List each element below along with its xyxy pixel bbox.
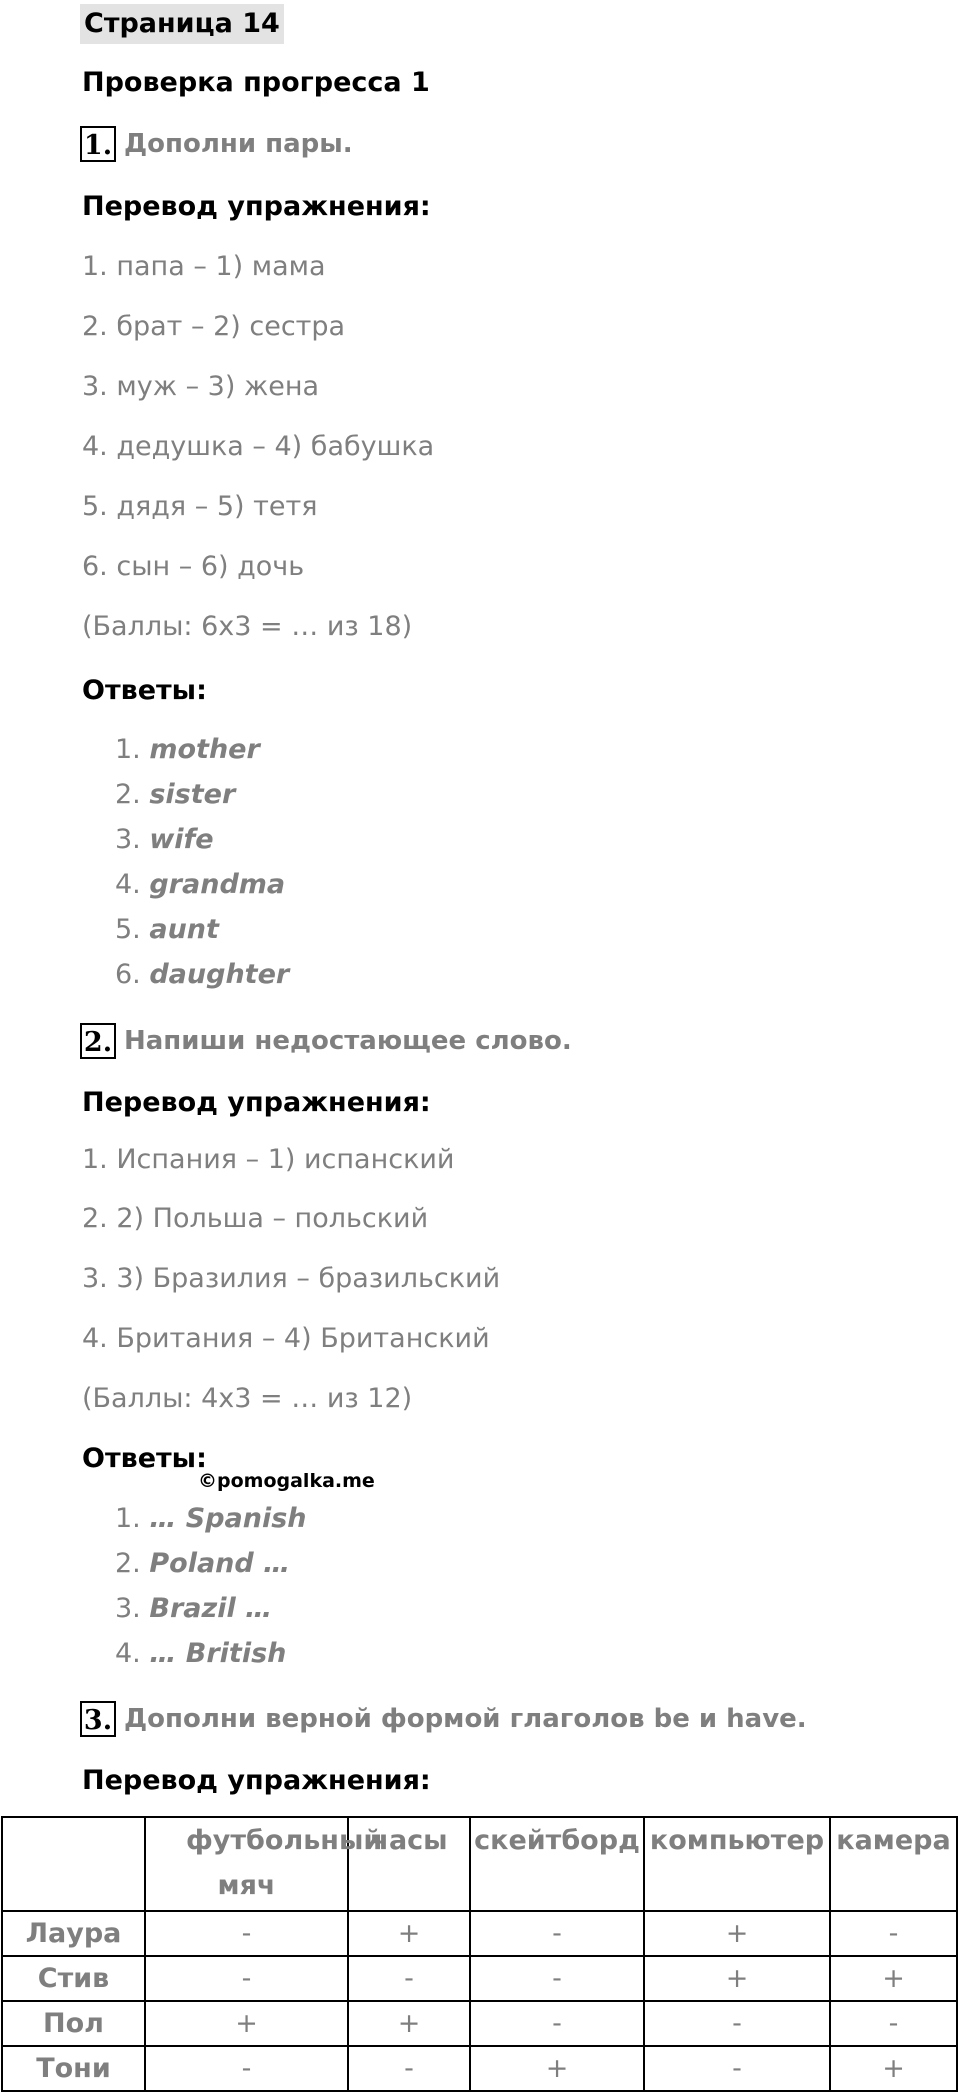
section-title: Проверка прогресса 1: [82, 67, 430, 98]
task-2-header: [80, 1021, 572, 1061]
answer-item: 6. daughter: [115, 959, 290, 990]
translation-line: 4. дедушка – 4) бабушка: [82, 431, 435, 462]
table-row: [2, 1911, 957, 1956]
table-header-cell: компьютер: [644, 1817, 830, 1911]
answer-item: 3. wife: [115, 824, 214, 855]
answer-item: 1. … Spanish: [115, 1503, 307, 1534]
table-cell: -: [145, 1911, 348, 1956]
table-cell: -: [470, 2001, 644, 2046]
table-cell: -: [470, 1911, 644, 1956]
row-name-cell: Тони: [2, 2046, 145, 2091]
table-cell: -: [348, 1956, 470, 2001]
table-header-cell: [2, 1817, 145, 1911]
table-cell: +: [145, 2001, 348, 2046]
answer-item: 4. grandma: [115, 869, 286, 900]
table-header-cell: скейтборд: [470, 1817, 644, 1911]
translation-line: 2. 2) Польша – польский: [82, 1203, 429, 1234]
answer-item: 2. Poland …: [115, 1548, 291, 1579]
table-header-row: [2, 1817, 957, 1911]
table-cell: +: [830, 1956, 957, 2001]
row-name-cell: Лаура: [2, 1911, 145, 1956]
table-cell: +: [348, 1911, 470, 1956]
table-cell: -: [470, 1956, 644, 2001]
translation-line: 5. дядя – 5) тетя: [82, 491, 318, 522]
answer-item: 3. Brazil …: [115, 1593, 273, 1624]
translation-line: 3. муж – 3) жена: [82, 371, 320, 402]
task-number: 2.: [80, 1023, 116, 1059]
score-line: (Баллы: 4х3 = … из 12): [82, 1383, 413, 1414]
task-title: Дополни верной формой глаголов be и have.: [124, 1704, 807, 1734]
task-title: Дополни пары.: [124, 129, 353, 159]
answer-item: 2. sister: [115, 779, 236, 810]
task-1-header: [80, 124, 353, 164]
table-cell: -: [644, 2046, 830, 2091]
table-cell: -: [348, 2046, 470, 2091]
table-cell: -: [145, 1956, 348, 2001]
table-cell: +: [644, 1956, 830, 2001]
table-row: [2, 2001, 957, 2046]
table-cell: -: [830, 1911, 957, 1956]
task-number: 1.: [80, 126, 116, 162]
ownership-table: [1, 1816, 958, 2092]
score-line: (Баллы: 6х3 = … из 18): [82, 611, 413, 642]
table-row: [2, 1956, 957, 2001]
row-name-cell: Стив: [2, 1956, 145, 2001]
table-cell: +: [644, 1911, 830, 1956]
translation-line: 3. 3) Бразилия – бразильский: [82, 1263, 501, 1294]
table-header-cell: камера: [830, 1817, 957, 1911]
answer-item: 5. aunt: [115, 914, 219, 945]
table-cell: +: [830, 2046, 957, 2091]
translation-line: 2. брат – 2) сестра: [82, 311, 346, 342]
answer-item: 4. … British: [115, 1638, 287, 1669]
translation-line: 6. сын – 6) дочь: [82, 551, 305, 582]
table-cell: +: [348, 2001, 470, 2046]
table-cell: -: [830, 2001, 957, 2046]
translation-line: 4. Британия – 4) Британский: [82, 1323, 490, 1354]
task-number: 3.: [80, 1701, 116, 1737]
table-cell: -: [145, 2046, 348, 2091]
answers-heading: Ответы:: [82, 1443, 207, 1474]
table-cell: +: [470, 2046, 644, 2091]
translation-line: 1. папа – 1) мама: [82, 251, 326, 282]
task-3-header: [80, 1699, 807, 1739]
table-cell: -: [644, 2001, 830, 2046]
translation-line: 1. Испания – 1) испанский: [82, 1144, 455, 1175]
row-name-cell: Пол: [2, 2001, 145, 2046]
page-title: Страница 14: [80, 4, 284, 44]
task-title: Напиши недостающее слово.: [124, 1026, 572, 1056]
answer-item: 1. mother: [115, 734, 260, 765]
translation-heading: Перевод упражнения:: [82, 1765, 431, 1796]
table-header-cell: футбольный мяч: [145, 1817, 348, 1911]
watermark: ©pomogalka.me: [198, 1470, 375, 1492]
translation-heading: Перевод упражнения:: [82, 1087, 431, 1118]
table-header-cell: часы: [348, 1817, 470, 1911]
answers-heading: Ответы:: [82, 675, 207, 706]
translation-heading: Перевод упражнения:: [82, 191, 431, 222]
table-row: [2, 2046, 957, 2091]
